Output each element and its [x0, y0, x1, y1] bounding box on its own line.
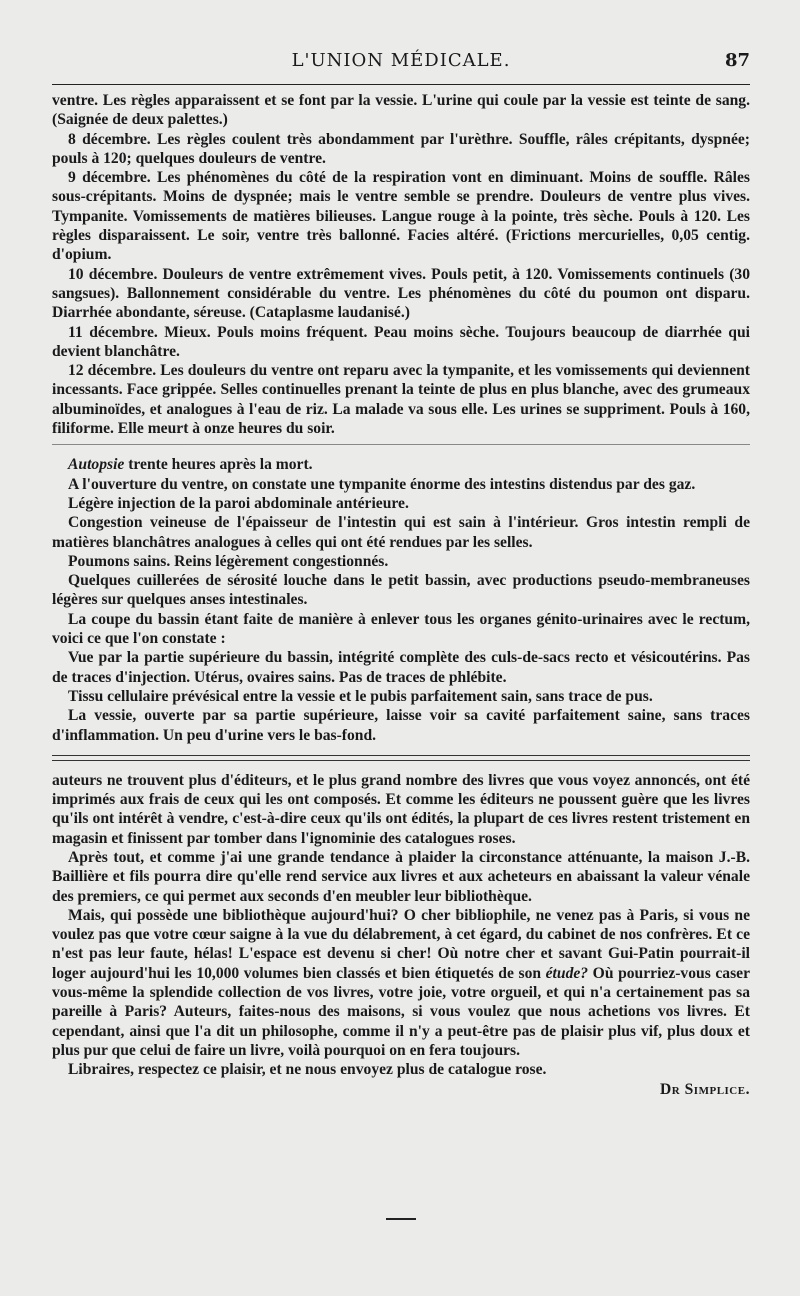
- autopsy-paragraph: Quelques cuillerées de sérosité louche dans le petit bassin, avec productions pseudo-membraneuses légères sur quelques anses intestinales.: [52, 572, 750, 609]
- case-report: [52, 91, 750, 438]
- case-paragraph: 9 décembre. Les phénomènes du côté de la respiration vont en diminuant. Moins de souffle. Râles sous-crépitants. Moins de dyspnée; mais le ventre semble se prendre. Douleurs de ventre plus vives. Tympanite. Vomissements de matières bilieuses. Langue rouge à la pointe, très sèche. Pouls à 120. Les règles disparaissent. Le soir, ventre très ballonné. Facies altéré. (Frictions mercurielles, 0,05 centig. d'opium.: [52, 169, 750, 264]
- footer-rule: [386, 1218, 416, 1220]
- autopsy-paragraph: Légère injection de la paroi abdominale antérieure.: [68, 494, 409, 512]
- signature: Dr Simplice.: [660, 1080, 750, 1098]
- feuilleton-divider: [52, 755, 750, 761]
- autopsy-lead: [52, 455, 750, 474]
- feuilleton-paragraph: Libraires, respectez ce plaisir, et ne nous envoyez plus de catalogue rose.: [68, 1061, 547, 1079]
- page-header: [52, 44, 750, 74]
- autopsy-label: Autopsie: [68, 456, 125, 474]
- autopsy-paragraph: A l'ouverture du ventre, on constate une tympanite énorme des intestins distendus par des gaz.: [68, 475, 696, 493]
- case-paragraph: 10 décembre. Douleurs de ventre extrêmement vives. Pouls petit, à 120. Vomissements continuels (30 sangsues). Ballonnement considérable du ventre. Les phénomènes du côté du poumon ont disparu. Diarrhée abondante, séreuse. (Cataplasme laudanisé.): [52, 265, 750, 322]
- case-paragraph: 11 décembre. Mieux. Pouls moins fréquent. Peau moins sèche. Toujours beaucoup de diarrhée qui devient blanchâtre.: [52, 323, 750, 360]
- case-paragraph: ventre. Les règles apparaissent et se font par la vessie. L'urine qui coule par la vessie est teinte de sang. (Saignée de deux palettes.): [52, 92, 750, 129]
- feuilleton-text: [52, 771, 750, 1099]
- autopsy-paragraph: Poumons sains. Reins légèrement congestionnés.: [68, 552, 389, 570]
- autopsy-paragraph: La coupe du bassin étant faite de manière à enlever tous les organes génito-urinaires avec le rectum, voici ce que l'on constate :: [52, 610, 750, 648]
- case-paragraph: 12 décembre. Les douleurs du ventre ont reparu avec la tympanite, et les vomissements qui deviennent incessants. Face grippée. Selles continuelles prenant la teinte de plus en plus blanche, avec des grumeaux albuminoïdes, et analogues à l'eau de riz. La malade va sous elle. Les urines se suppriment. Pouls à 160, filiforme. Elle meurt à onze heures du soir.: [52, 362, 750, 438]
- feuilleton-text-part: Où pourriez-vous caser vous-même la splendide collection de vos livres, votre joie, votre orgueil, et qui n'a certainement pas sa pareille à Paris? Auteurs, faites-nous des maisons, si vous voulez que nous achetions vos livres. Et cependant, ainsi que l'a dit un philosophe, comme il n'y a peut-être pas de plaisir plus vif, plus doux et plus pur que celui de faire un livre, voilà pourquoi on en fera toujours.: [52, 964, 750, 1059]
- autopsy-lead-text: trente heures après la mort.: [124, 456, 313, 474]
- case-paragraph: 8 décembre. Les règles coulent très abondamment par l'urèthre. Souffle, râles crépitants, dyspnée; pouls à 120; quelques douleurs de ventre.: [52, 130, 750, 167]
- autopsy-paragraph: Vue par la partie supérieure du bassin, intégrité complète des culs-de-sacs recto et vésicoutérins. Pas de traces d'injection. Utérus, ovaires sains. Pas de traces de phlébite.: [52, 649, 750, 686]
- feuilleton-paragraph: Après tout, et comme j'ai une grande tendance à plaider la circonstance atténuante, la maison J.-B. Baillière et fils pourra dire qu'elle rend service aux livres et aux acheteurs en abaissant la valeur vénale des premiers, ce qui permet aux seconds d'en meubler leur bibliothèque.: [52, 848, 750, 905]
- feuilleton-text-part: Mais, qui possède une bibliothèque aujourd'hui? O cher bibliophile, ne venez pas à Paris, si vous ne voulez pas que votre cœur saigne à la vue du délabrement, à cet égard, du cabinet de nos confrères. Et ce n'est pas leur faute, hélas! L'espace est devenu si cher! Où notre cher et savant Gui-Patin pourrait-il loger aujourd'hui les 10,000 volumes bien classés et bien étiquetés de son: [52, 906, 750, 982]
- section-divider: [52, 444, 750, 445]
- header-rule: [52, 84, 750, 85]
- autopsy-paragraph: Tissu cellulaire prévésical entre la vessie et le pubis parfaitement sain, sans trace de pus.: [68, 687, 653, 705]
- feuilleton-italic: étude?: [545, 964, 589, 982]
- autopsy-report: [52, 455, 750, 744]
- page-number: 87: [724, 50, 750, 71]
- running-title: L'UNION MÉDICALE.: [291, 50, 511, 71]
- feuilleton-paragraph: [52, 906, 750, 1060]
- autopsy-paragraph: Congestion veineuse de l'épaisseur de l'intestin qui est sain à l'intérieur. Gros intestin rempli de matières blanchâtres analogues à celles qui ont été rendues par les selles.: [52, 514, 750, 551]
- feuilleton-paragraph: auteurs ne trouvent plus d'éditeurs, et le plus grand nombre des livres que vous voyez annoncés, ont été imprimés aux frais de ceux qui les ont composés. Et comme les éditeurs ne poussent guère que les livres qu'ils ont intérêt à vendre, c'est-à-dire ceux qu'ils ont édités, la plupart de ces livres restent tristement en magasin et finissent par tomber dans l'ignominie des catalogues roses.: [52, 771, 750, 847]
- autopsy-paragraph: La vessie, ouverte par sa partie supérieure, laisse voir sa cavité parfaitement saine, sans traces d'inflammation. Un peu d'urine vers le bas-fond.: [52, 707, 750, 744]
- feuilleton: [52, 771, 750, 1099]
